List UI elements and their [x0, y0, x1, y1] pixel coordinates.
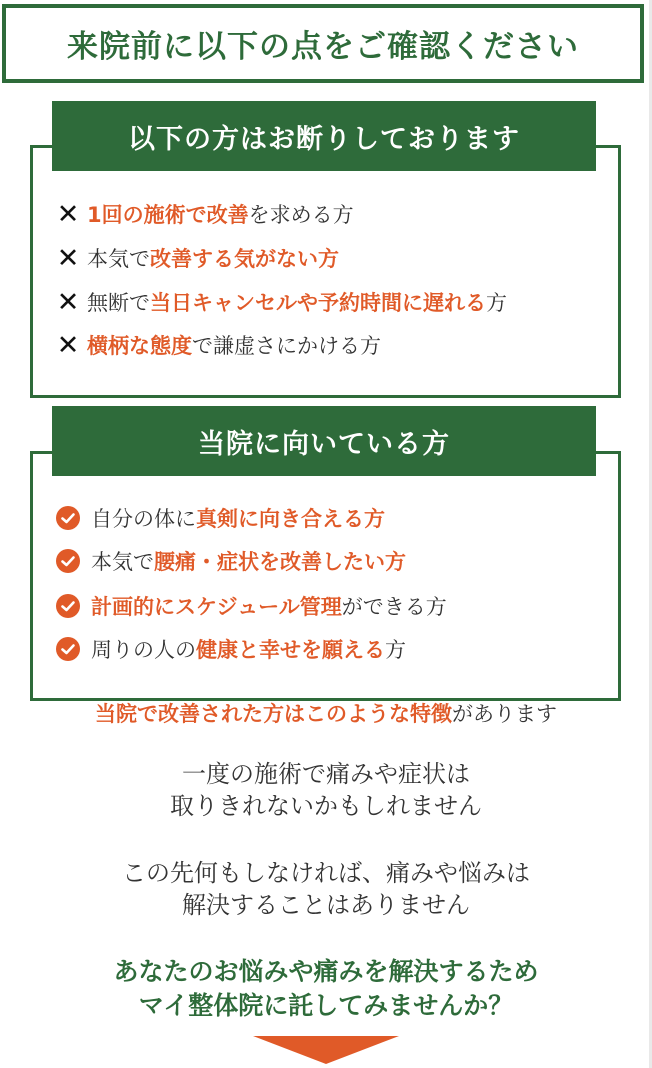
decline-item: ✕ 本気で 改善する気がない方	[56, 242, 339, 274]
suited-item: 計画的にスケジュール管理 ができる方	[55, 588, 447, 624]
decline-item: ✕ 無断で 当日キャンセルや予約時間に遅れる 方	[56, 286, 507, 318]
down-arrow-icon	[253, 1036, 399, 1068]
check-circle-icon	[55, 593, 81, 619]
decline-item: ✕ 横柄な態度 で謙虚さにかける方	[56, 329, 381, 361]
cross-icon: ✕	[56, 286, 80, 318]
check-circle-icon	[55, 505, 81, 531]
feature-line: 当院で改善された方はこのような特徴があります	[95, 702, 557, 726]
suited-item: 周りの人の 健康と幸せを願える 方	[55, 631, 406, 667]
title-banner	[2, 4, 644, 83]
paragraph-2: この先何もしなければ、痛みや悩みは 解決することはありません	[122, 859, 530, 919]
check-circle-icon	[55, 636, 81, 662]
cross-icon: ✕	[56, 329, 80, 361]
paragraph-1: 一度の施術で痛みや症状は 取りきれないかもしれません	[170, 760, 482, 820]
suited-item: 自分の体に 真剣に向き合える方	[55, 500, 385, 536]
decline-header: 以下の方はお断りしております	[52, 101, 596, 171]
cross-icon: ✕	[56, 242, 80, 274]
page-title: 来院前に以下の点をご確認ください	[67, 29, 579, 65]
suited-item: 本気で 腰痛・症状を改善したい方	[55, 543, 406, 579]
decline-item: ✕ 1回の施術で改善 を求める方	[56, 198, 354, 230]
suited-header: 当院に向いている方	[52, 406, 596, 476]
cross-icon: ✕	[56, 198, 80, 230]
check-circle-icon	[55, 548, 81, 574]
cta-text: あなたのお悩みや痛みを解決するため マイ整体院に託してみませんか？	[113, 957, 539, 1020]
